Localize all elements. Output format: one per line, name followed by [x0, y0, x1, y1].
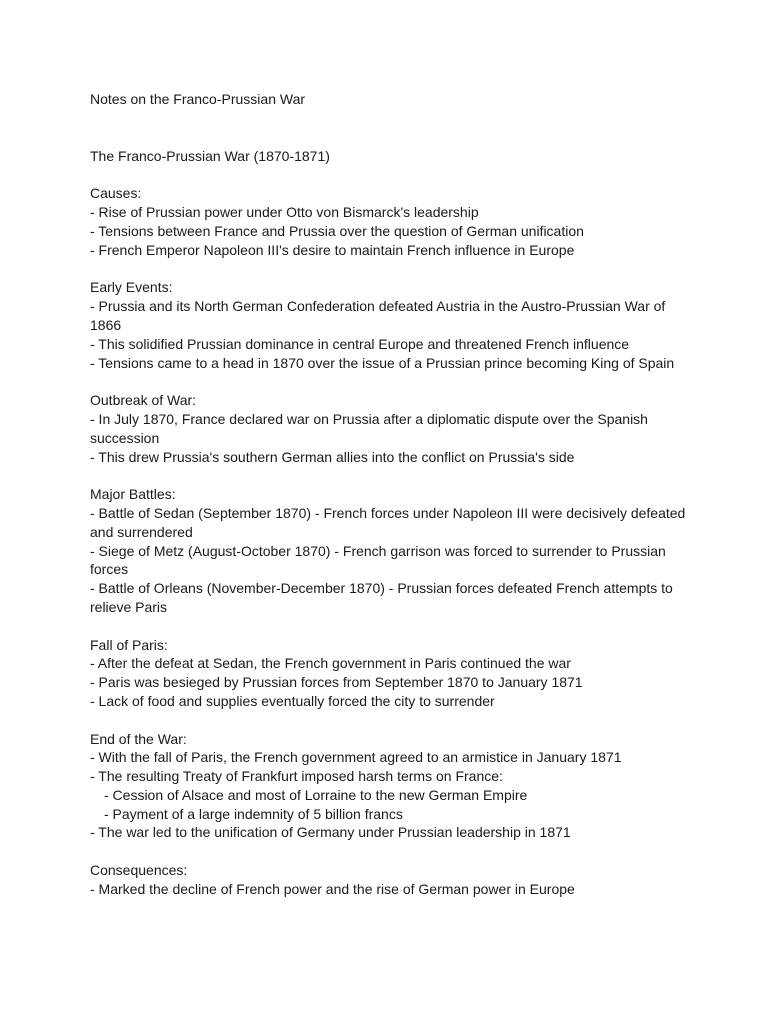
- section-early-events: [90, 278, 690, 372]
- section-consequences: [90, 861, 690, 899]
- document-title: Notes on the Franco-Prussian War: [90, 91, 306, 107]
- document-body: [90, 90, 690, 917]
- list-item: - Paris was besieged by Prussian forces from September 1870 to January 1871: [90, 674, 583, 691]
- section-outbreak-of-war: [90, 391, 690, 466]
- list-item: - This solidified Prussian dominance in central Europe and threatened French influence: [90, 335, 630, 352]
- section-heading: Early Events:: [90, 279, 173, 296]
- list-item: - Tensions came to a head in 1870 over the issue of a Prussian prince becoming King of Spain: [90, 354, 675, 371]
- list-subitem: - Payment of a large indemnity of 5 billion francs: [104, 805, 403, 822]
- list-item: - With the fall of Paris, the French government agreed to an armistice in January 1871: [90, 749, 622, 766]
- document-subtitle: The Franco-Prussian War (1870-1871): [90, 147, 330, 164]
- section-end-of-war: [90, 730, 690, 843]
- list-item: - Lack of food and supplies eventually forced the city to surrender: [90, 692, 495, 709]
- list-item: - Rise of Prussian power under Otto von Bismarck's leadership: [90, 204, 479, 221]
- section-heading: Major Battles:: [90, 486, 176, 503]
- list-item: - The resulting Treaty of Frankfurt imposed harsh terms on France:: [90, 768, 503, 785]
- section-heading: Consequences:: [90, 862, 188, 879]
- section-causes: [90, 184, 690, 259]
- section-fall-of-paris: [90, 636, 690, 711]
- list-item: - Siege of Metz (August-October 1870) - French garrison was forced to surrender to Prussian forces: [90, 542, 666, 578]
- list-item: - In July 1870, France declared war on Prussia after a diplomatic dispute over the Spanish succession: [90, 410, 648, 446]
- section-heading: Fall of Paris:: [90, 636, 168, 653]
- list-item: - Prussia and its North German Confederation defeated Austria in the Austro-Prussian War of 1866: [90, 298, 666, 333]
- list-item: - Battle of Sedan (September 1870) - French forces under Napoleon III were decisively defeated and surrendered: [90, 504, 686, 540]
- list-subitem: - Cession of Alsace and most of Lorraine to the new German Empire: [104, 786, 528, 803]
- section-heading: Causes:: [90, 185, 142, 202]
- section-heading: Outbreak of War:: [90, 392, 197, 409]
- section-heading: End of the War:: [90, 730, 187, 747]
- section-major-battles: [90, 485, 690, 617]
- list-item: - After the defeat at Sedan, the French government in Paris continued the war: [90, 655, 571, 672]
- list-item: - Marked the decline of French power and the rise of German power in Europe: [90, 880, 575, 897]
- list-item: - This drew Prussia's southern German allies into the conflict on Prussia's side: [90, 448, 575, 465]
- list-item: - French Emperor Napoleon III's desire to maintain French influence in Europe: [90, 241, 575, 258]
- list-item: - Tensions between France and Prussia over the question of German unification: [90, 222, 584, 239]
- list-item: - The war led to the unification of Germany under Prussian leadership in 1871: [90, 824, 571, 841]
- list-item: - Battle of Orleans (November-December 1870) - Prussian forces defeated French attempts to relieve Paris: [90, 580, 673, 615]
